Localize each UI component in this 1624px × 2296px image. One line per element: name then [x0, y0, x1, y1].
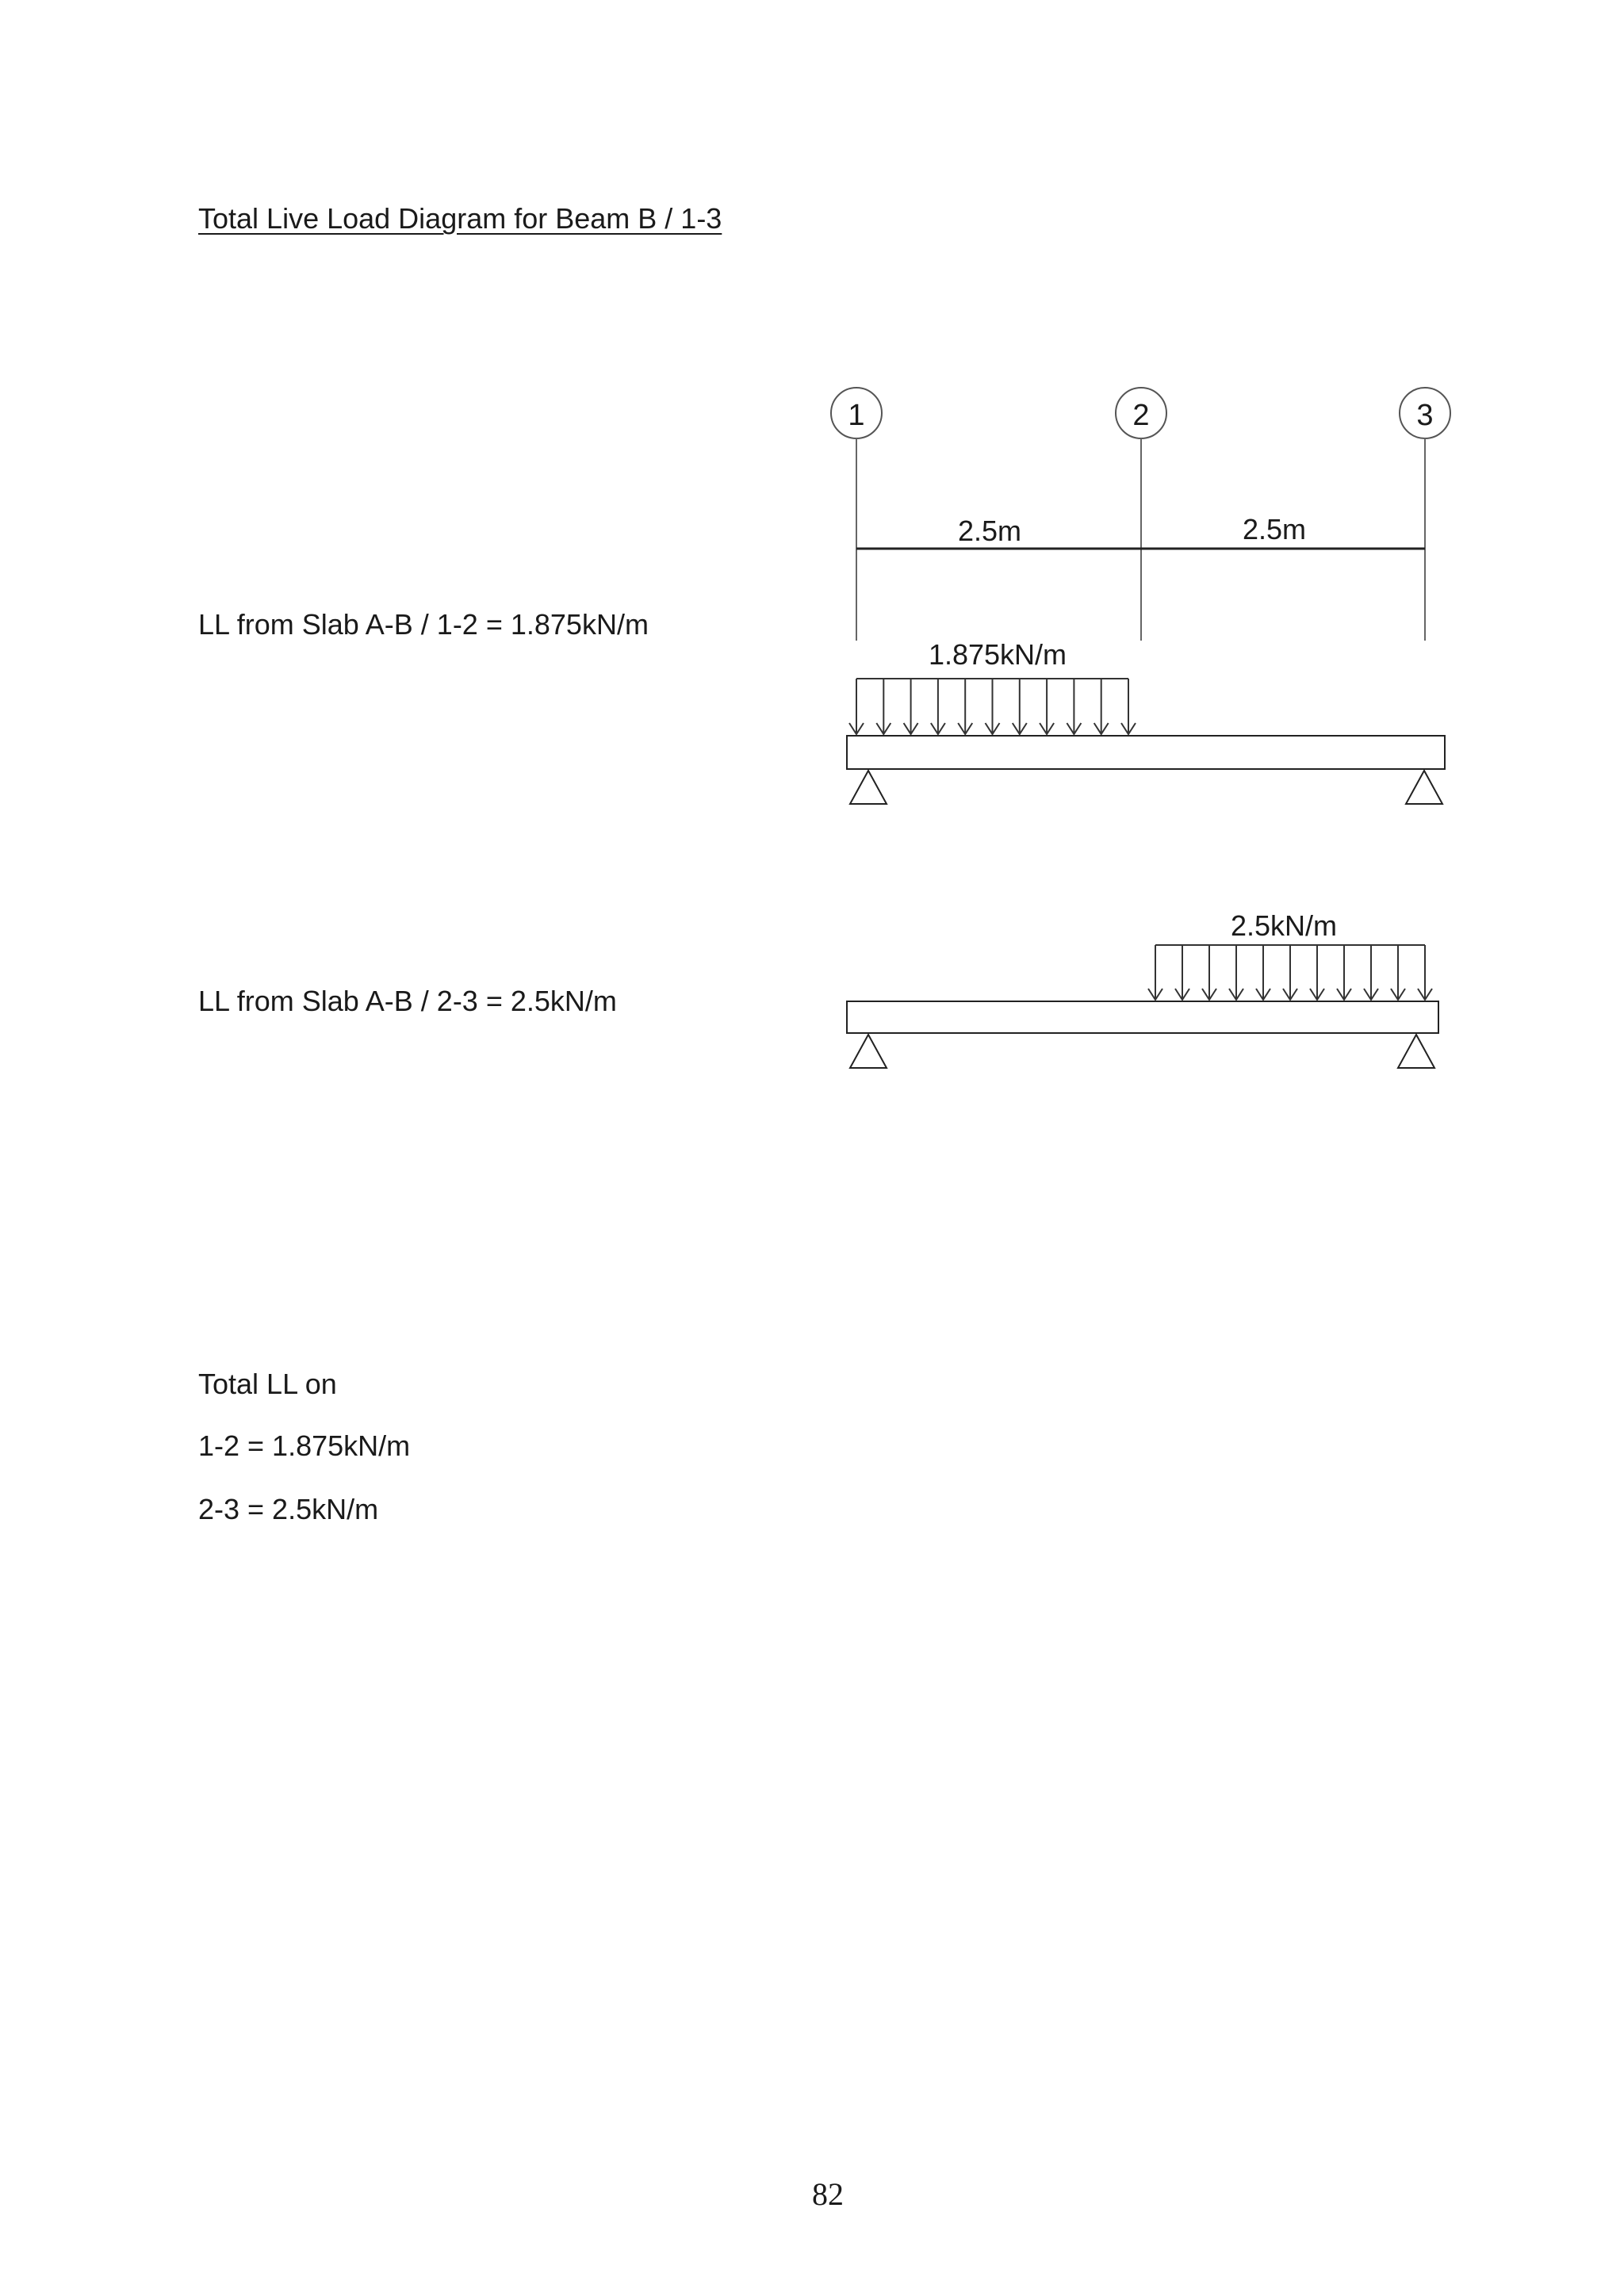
beam-1	[847, 736, 1445, 769]
summary-heading: Total LL on	[198, 1368, 337, 1400]
gridline-3	[1400, 388, 1450, 641]
support-left-1	[850, 771, 887, 804]
page-number: 82	[812, 2176, 844, 2212]
load-1-label: 1.875kN/m	[928, 638, 1067, 671]
summary-line-1: 1-2 = 1.875kN/m	[198, 1429, 411, 1462]
gridline-2-label: 2	[1132, 399, 1150, 432]
udl-load-2	[1148, 945, 1432, 1000]
page-title: Total Live Load Diagram for Beam B / 1-3	[198, 202, 722, 235]
beam-2	[847, 1001, 1438, 1033]
support-left-2	[850, 1035, 887, 1068]
gridline-1-label: 1	[848, 399, 865, 432]
span-2-3-label: 2.5m	[1242, 513, 1307, 545]
gridline-1	[831, 388, 882, 641]
load-row-1-label: LL from Slab A-B / 1-2 = 1.875kN/m	[198, 608, 649, 641]
udl-load-1	[849, 679, 1136, 734]
load-2-label: 2.5kN/m	[1230, 909, 1338, 942]
gridline-3-label: 3	[1416, 399, 1434, 432]
support-right-1	[1406, 771, 1442, 804]
gridline-2	[1116, 388, 1166, 641]
support-right-2	[1398, 1035, 1434, 1068]
span-1-2-label: 2.5m	[957, 515, 1022, 547]
load-row-2-label: LL from Slab A-B / 2-3 = 2.5kN/m	[198, 985, 617, 1017]
summary-line-2: 2-3 = 2.5kN/m	[198, 1493, 379, 1525]
